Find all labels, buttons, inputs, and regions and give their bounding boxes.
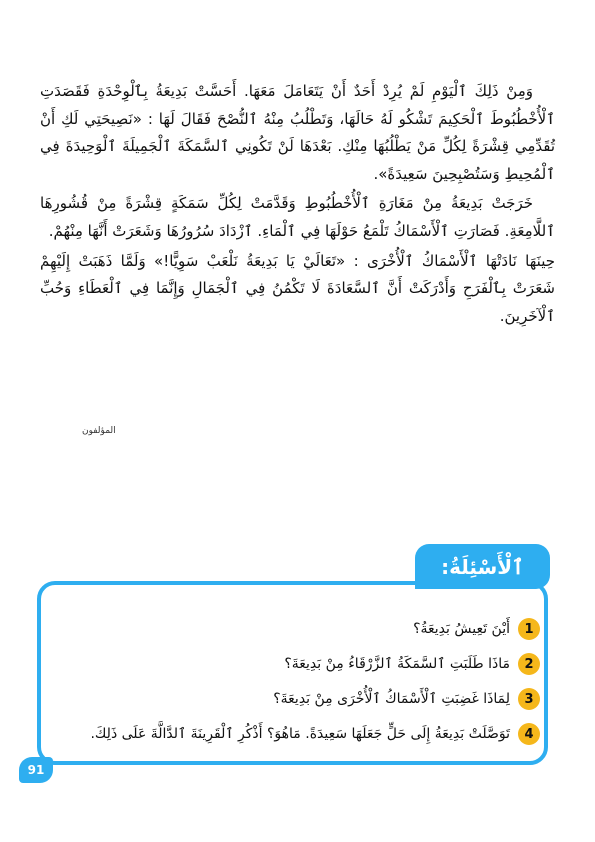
question-item xyxy=(60,686,540,712)
question-text: أَيْنَ تَعِيشُ بَدِيعَةُ؟ xyxy=(413,621,510,637)
question-item xyxy=(60,721,540,747)
story-paragraph-1: وَمِنْ ذَلِكَ ٱلْيَوْمِ لَمْ يُرِدْ أَحَدٌ أَنْ يَتَعَامَلَ مَعَهَا. أَحَسَّتْ بَدِيعَةُ بِٱلْوِحْدَةِ فَقَصَدَتِ ٱلْأُخْطُبُوطَ ٱلْحَكِيمَ تَشْكُو لَهُ حَالَهَا، وَتَطْلُبُ مِنْهُ ٱلنُّصْحَ فَقَالَ لَهَا : «نَصِيحَتِي لَكِ أَنْ تُقَدِّمِي قِشْرَةً لِكُلِّ مَنْ يَطْلُبُهَا مِنْكِ. بَعْدَهَا لَنْ تَكُونِي ٱلسَّمَكَةَ ٱلْجَمِيلَةَ ٱلْوَحِيدَةَ فِي ٱلْمُحِيطِ وَسَتُصْبِحِينَ سَعِيدَةً». xyxy=(40,82,555,183)
question-text: مَاذَا طَلَبَتِ ٱلسَّمَكَةُ ٱلزَّرْقَاءُ مِنْ بَدِيعَةَ؟ xyxy=(284,656,510,672)
story-paragraph-2: خَرَجَتْ بَدِيعَةُ مِنْ مَغَارَةِ ٱلْأُخْطُبُوطِ وَقَدَّمَتْ لِكُلِّ سَمَكَةٍ قِشْرَةً مِنْ قُشُورِهَا ٱللَّامِعَةِ. فَصَارَتِ ٱلْأَسْمَاكُ تَلْمَعُ حَوْلَهَا فِي ٱلْمَاءِ. ٱزْدَادَ سُرُورُهَا وَشَعَرَتْ أَنَّهَا مِنْهُمْ. xyxy=(40,194,555,240)
questions-title: ٱلْأَسْئِلَةُ: xyxy=(415,544,550,589)
story-text xyxy=(40,78,555,332)
question-number-badge: 4 xyxy=(518,723,540,745)
question-item xyxy=(60,616,540,642)
question-number-badge: 3 xyxy=(518,688,540,710)
question-number-badge: 2 xyxy=(518,653,540,675)
question-number-badge: 1 xyxy=(518,618,540,640)
questions-list xyxy=(60,616,540,756)
page-number: 91 xyxy=(19,757,53,783)
question-text: تَوَصَّلَتْ بَدِيعَةُ إِلَى حَلٍّ جَعَلَهَا سَعِيدَةً. مَاهُوَ؟ أَذْكُرِ ٱلْقَرِينَةَ ٱلدَّالَّةَ عَلَى ذَلِكَ. xyxy=(90,726,510,742)
question-item xyxy=(60,651,540,677)
question-text: لِمَاذَا غَضِبَتِ ٱلْأَسْمَاكُ ٱلْأُخْرَى مِنْ بَدِيعَةَ؟ xyxy=(273,691,510,707)
author-credit: المؤلفون xyxy=(82,426,116,436)
story-paragraph-3: حِينَهَا نَادَتْهَا ٱلْأَسْمَاكُ ٱلْأُخْرَى : «تَعَالَيْ يَا بَدِيعَةُ نَلْعَبْ سَوِيًّا!» وَلَمَّا ذَهَبَتْ إِلَيْهِمْ شَعَرَتْ بِٱلْفَرَحِ وَأَدْرَكَتْ أَنَّ ٱلسَّعَادَةَ لَا تَكْمُنُ فِي ٱلْجَمَالِ وَإِنَّمَا فِي ٱلْعَطَاءِ وَحُبِّ ٱلْآخَرِينَ. xyxy=(40,251,555,325)
